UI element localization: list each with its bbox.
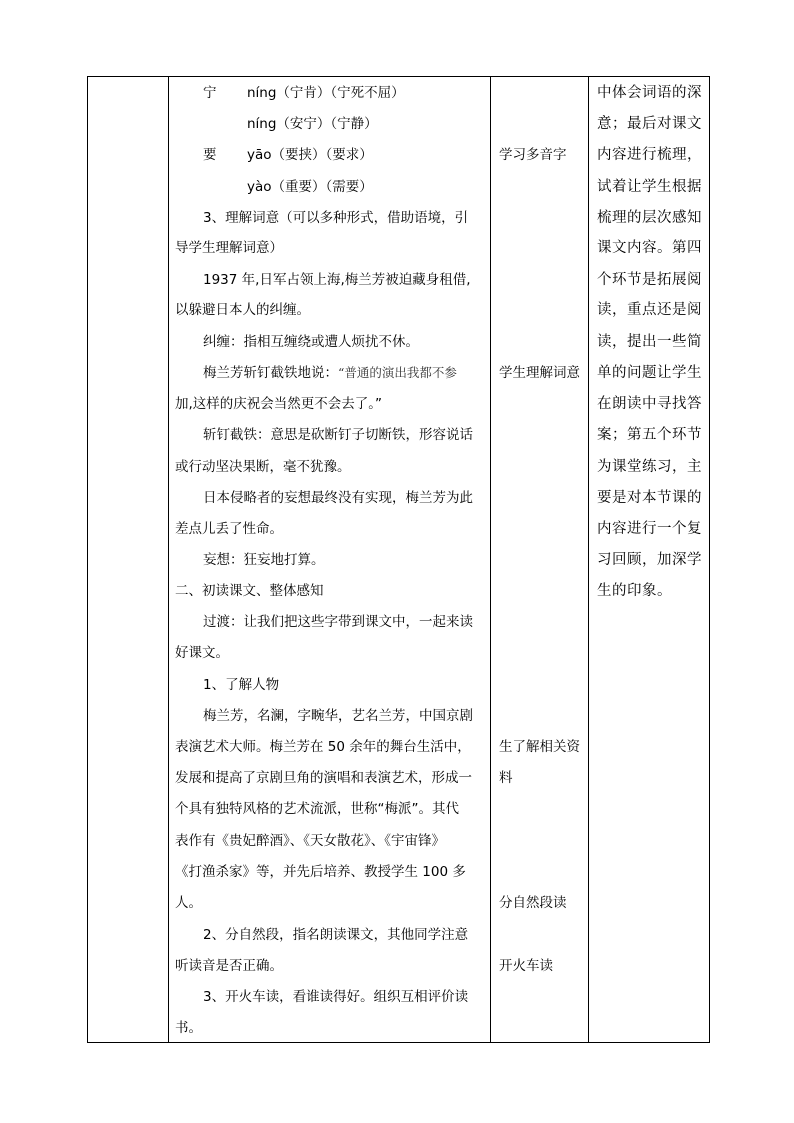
- step-heading-cont: 导学生理解词意）: [175, 240, 283, 256]
- design-line: 案；第五个环节: [597, 427, 702, 443]
- design-line: 个环节是拓展阅: [597, 272, 702, 288]
- bio-line: 发展和提高了京剧旦角的演唱和表演艺术，形成一: [175, 770, 472, 786]
- teaching-process-cell: [169, 77, 491, 1043]
- design-line: 梳理的层次感知: [597, 210, 702, 226]
- design-line: 在朗读中寻找答: [597, 396, 702, 412]
- polyphonic-char: 宁: [203, 85, 217, 101]
- word-definition: 纠缠：指相互缠绕或遭人烦扰不休。: [203, 334, 419, 350]
- activity-text: 生了解相关资: [499, 739, 580, 755]
- table-row: [88, 77, 710, 1043]
- design-line: 内容进行一个复: [597, 521, 702, 537]
- quote-text: “普通的演出我都不参: [338, 365, 457, 380]
- section-heading: 二、初读课文、整体感知: [175, 583, 324, 599]
- design-line: 单的问题让学生: [597, 365, 702, 381]
- activity-text: 开火车读: [499, 958, 553, 974]
- pinyin-line: yào（重要）（需要）: [247, 179, 373, 195]
- step-heading: 2、分自然段，指名朗读课文，其他同学注意: [203, 927, 469, 943]
- bio-line: 表演艺术大师。梅兰芳在 50 余年的舞台生活中，: [175, 739, 471, 755]
- design-line: 要是对本节课的: [597, 490, 702, 506]
- pinyin-line: yāo（要挟）（要求）: [247, 147, 373, 163]
- example-sentence: [203, 363, 457, 383]
- activity-text: 学习多音字: [499, 147, 567, 163]
- activity-text-cont: 料: [499, 770, 513, 786]
- example-sentence: 1937 年,日军占领上海,梅兰芳被迫藏身租借,: [203, 272, 471, 288]
- design-line: 读，提出一些简: [597, 334, 702, 350]
- example-sentence-cont: 以躲避日本人的纠缠。: [175, 302, 310, 318]
- example-sentence: 日本侵略者的妄想最终没有实现，梅兰芳为此: [203, 490, 473, 506]
- design-line: 生的印象。: [597, 583, 672, 599]
- design-intent-cell: [589, 77, 710, 1043]
- bio-line: 《打渔杀家》等，并先后培养、教授学生 100 多: [175, 864, 466, 880]
- bio-line: 个具有独特风格的艺术流派，世称“梅派”。其代: [175, 801, 459, 817]
- bio-line: 梅兰芳，名澜，字畹华，艺名兰芳，中国京剧: [203, 708, 473, 724]
- transition-text: 过渡：让我们把这些字带到课文中，一起来读: [203, 614, 473, 630]
- design-line: 课文内容。第四: [597, 240, 702, 256]
- word-definition: 妄想：狂妄地打算。: [203, 552, 325, 568]
- step-heading: 1、了解人物: [203, 677, 280, 693]
- step-heading-cont: 听读音是否正确。: [175, 958, 283, 974]
- transition-text-cont: 好课文。: [175, 645, 229, 661]
- activity-text: 学生理解词意: [499, 365, 580, 381]
- pinyin-line: níng（安宁）（宁静）: [247, 116, 378, 132]
- word-definition-cont: 或行动坚决果断，毫不犹豫。: [175, 459, 351, 475]
- bio-line: 表作有《贵妃醉酒》、《天女散花》、《宇宙锋》: [175, 833, 445, 849]
- step-heading: 3、开火车读，看谁读得好。组织互相评价读: [203, 989, 469, 1005]
- step-heading-cont: 书。: [175, 1020, 202, 1036]
- design-line: 读，重点还是阅: [597, 302, 702, 318]
- pinyin-line: níng（宁肯）（宁死不屈）: [247, 85, 405, 101]
- sentence-text: 梅兰芳斩钉截铁地说：: [203, 365, 338, 381]
- word-definition: 斩钉截铁：意思是砍断钉子切断铁，形容说话: [203, 427, 473, 443]
- step-heading: 3、理解词意（可以多种形式，借助语境，引: [203, 210, 469, 226]
- bio-line: 人。: [175, 895, 202, 911]
- design-line: 习回顾，加深学: [597, 552, 702, 568]
- section-column-cell: [88, 77, 169, 1043]
- activity-text: 分自然段读: [499, 895, 567, 911]
- student-activity-cell: [491, 77, 589, 1043]
- design-line: 内容进行梳理，: [597, 147, 702, 163]
- lesson-plan-table: [87, 76, 710, 1043]
- design-line: 为课堂练习，主: [597, 459, 702, 475]
- example-sentence-cont: 加,这样的庆祝会当然更不会去了。”: [175, 396, 383, 412]
- design-line: 中体会词语的深: [597, 85, 702, 101]
- design-line: 试着让学生根据: [597, 179, 702, 195]
- example-sentence-cont: 差点儿丢了性命。: [175, 521, 283, 537]
- polyphonic-char: 要: [203, 147, 217, 163]
- design-line: 意；最后对课文: [597, 116, 702, 132]
